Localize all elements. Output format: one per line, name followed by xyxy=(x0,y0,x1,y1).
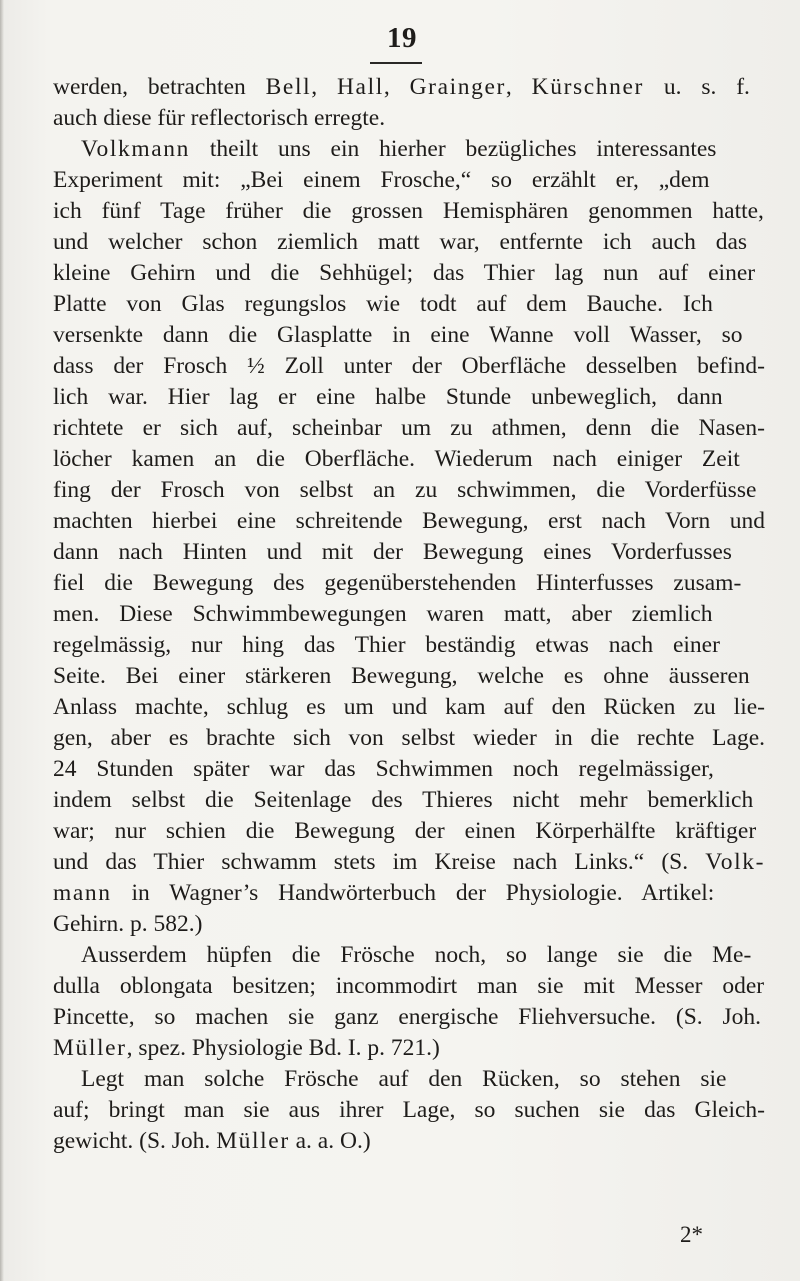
text-segment: machten hierbei eine schreitende Bewegung, erst nach Vorn und xyxy=(53,508,765,534)
body-text xyxy=(53,72,765,1157)
text-line xyxy=(53,754,765,785)
text-line xyxy=(53,382,765,413)
text-line-content xyxy=(81,134,716,165)
text-line-content xyxy=(53,1126,371,1157)
text-segment: löcher kamen an die Oberfläche. Wiederum nach einiger Zeit xyxy=(53,446,740,472)
text-line xyxy=(53,1095,765,1126)
text-line-content xyxy=(53,444,740,475)
text-line-content xyxy=(53,971,764,1002)
text-line xyxy=(53,940,765,971)
text-line xyxy=(53,971,765,1002)
spaced-name: Hall xyxy=(336,74,384,100)
text-line xyxy=(53,630,765,661)
text-line-content xyxy=(53,661,750,692)
spaced-name: Volk- xyxy=(705,849,765,875)
text-segment: Anlass machte, schlug es um und kam auf den Rücken zu lie- xyxy=(53,694,765,720)
text-line-content xyxy=(53,382,723,413)
text-line xyxy=(53,692,765,723)
text-line xyxy=(53,785,765,816)
text-line-content xyxy=(53,413,765,444)
text-line xyxy=(53,568,765,599)
page-edge-shadow xyxy=(0,0,4,1281)
text-line xyxy=(53,878,765,909)
text-segment: Gehirn. p. 582.) xyxy=(53,911,203,937)
text-segment: Experiment mit: „Bei einem Frosche,“ so erzählt er, „dem xyxy=(53,167,710,193)
text-line xyxy=(53,227,765,258)
text-line-content xyxy=(53,785,753,816)
text-segment: gewicht. (S. Joh. xyxy=(53,1128,217,1154)
text-segment: Seite. Bei einer stärkeren Bewegung, welche es ohne äusseren xyxy=(53,663,750,689)
page-number-rule xyxy=(370,62,422,64)
text-segment: und das Thier schwamm stets im Kreise nach Links.“ (S. xyxy=(53,849,706,875)
text-segment: , xyxy=(311,74,337,100)
text-line xyxy=(53,661,765,692)
text-line xyxy=(53,289,765,320)
text-line-content xyxy=(53,1095,765,1126)
text-line-content xyxy=(53,630,720,661)
text-line-content xyxy=(53,227,747,258)
text-line xyxy=(53,258,765,289)
text-segment: , spez. Physiologie Bd. I. p. 721.) xyxy=(126,1035,440,1061)
text-segment: a. a. O.) xyxy=(289,1128,371,1154)
text-line xyxy=(53,413,765,444)
text-segment: gen, aber es brachte sich von selbst wieder in die rechte Lage. xyxy=(53,725,765,751)
text-segment: auf; bringt man sie aus ihrer Lage, so suchen sie das Gleich- xyxy=(53,1097,765,1123)
text-line xyxy=(53,320,765,351)
text-line-content xyxy=(53,816,756,847)
text-line xyxy=(53,72,765,103)
text-segment: u. s. f. xyxy=(643,74,750,100)
text-segment: richtete er sich auf, scheinbar um zu athmen, denn die Nasen- xyxy=(53,415,765,441)
text-segment: fing der Frosch von selbst an zu schwimmen, die Vorderfüsse xyxy=(53,477,757,503)
text-line-content xyxy=(53,506,765,537)
text-line xyxy=(53,196,765,227)
text-line-content xyxy=(81,940,751,971)
text-line xyxy=(53,847,765,878)
text-line-content xyxy=(53,568,741,599)
text-segment: , xyxy=(383,74,410,100)
text-line xyxy=(53,103,765,134)
text-segment: fiel die Bewegung des gegenüberstehenden Hinterfusses zusam- xyxy=(53,570,742,596)
text-line-content xyxy=(53,165,710,196)
text-line-content xyxy=(53,351,765,382)
text-line xyxy=(53,165,765,196)
text-line-content xyxy=(53,723,765,754)
text-line xyxy=(53,599,765,630)
text-segment: regelmässig, nur hing das Thier beständig etwas nach einer xyxy=(53,632,720,658)
text-line-content xyxy=(53,289,713,320)
text-segment: dann nach Hinten und mit der Bewegung eines Vorderfusses xyxy=(53,539,732,565)
text-line xyxy=(53,816,765,847)
text-line-content xyxy=(53,1033,440,1064)
text-line xyxy=(53,506,765,537)
text-segment: ich fünf Tage früher die grossen Hemisphären genommen hatte, xyxy=(53,198,764,224)
text-line-content xyxy=(53,320,742,351)
text-line-content xyxy=(53,537,732,568)
text-line xyxy=(53,1002,765,1033)
spaced-name: Bell xyxy=(265,74,312,100)
text-segment: theilt uns ein hierher bezügliches interessantes xyxy=(189,136,717,162)
text-line xyxy=(53,475,765,506)
text-segment: Legt man solche Frösche auf den Rücken, so stehen sie xyxy=(81,1066,727,1092)
text-segment: Pincette, so machen sie ganz energische Fliehversuche. (S. Joh. xyxy=(53,1004,762,1030)
text-line-content xyxy=(53,754,714,785)
text-segment: indem selbst die Seitenlage des Thieres nicht mehr bemerklich xyxy=(53,787,754,813)
text-line-content xyxy=(53,909,202,940)
spaced-name: Kürschner xyxy=(531,74,644,100)
text-line-content xyxy=(53,1002,761,1033)
text-segment: war; nur schien die Bewegung der einen Körperhälfte kräftiger xyxy=(53,818,757,844)
spaced-name: mann xyxy=(53,880,112,906)
spaced-name: Grainger xyxy=(409,74,506,100)
spaced-name: Müller xyxy=(216,1128,290,1154)
text-line-content xyxy=(53,72,750,103)
text-line xyxy=(53,537,765,568)
text-line xyxy=(53,909,765,940)
text-segment: kleine Gehirn und die Sehhügel; das Thier lag nun auf einer xyxy=(53,260,756,286)
signature-mark: 2* xyxy=(680,1222,703,1247)
text-line-content xyxy=(53,878,714,909)
text-line-content xyxy=(53,692,765,723)
text-line xyxy=(53,351,765,382)
text-segment: versenkte dann die Glasplatte in eine Wanne voll Wasser, so xyxy=(53,322,743,348)
spaced-name: Müller xyxy=(53,1035,127,1061)
text-segment: , xyxy=(505,74,532,100)
text-segment: in Wagner’s Handwörterbuch der Physiologie. Artikel: xyxy=(111,880,715,906)
text-line xyxy=(53,723,765,754)
text-segment: und welcher schon ziemlich matt war, entfernte ich auch das xyxy=(53,229,748,255)
text-segment: Platte von Glas regungslos wie todt auf dem Bauche. Ich xyxy=(53,291,713,317)
text-line-content xyxy=(81,1064,726,1095)
page-number: 19 xyxy=(387,22,417,54)
text-line xyxy=(53,134,765,165)
text-segment: lich war. Hier lag er eine halbe Stunde unbeweglich, dann xyxy=(53,384,723,410)
text-line-content xyxy=(53,103,385,134)
text-line xyxy=(53,1126,765,1157)
text-segment: werden, betrachten xyxy=(53,74,266,100)
text-line xyxy=(53,1033,765,1064)
text-line xyxy=(53,444,765,475)
text-segment: auch diese für reflectorisch erregte. xyxy=(53,105,386,131)
text-line xyxy=(53,1064,765,1095)
text-line-content xyxy=(53,599,713,630)
text-segment: dass der Frosch ½ Zoll unter der Oberfläche desselben befind- xyxy=(53,353,765,379)
text-segment: Ausserdem hüpfen die Frösche noch, so lange sie die Me- xyxy=(81,942,752,968)
spaced-name: Volkmann xyxy=(81,136,190,162)
text-line-content xyxy=(53,196,764,227)
text-line-content xyxy=(53,258,755,289)
text-segment: 24 Stunden später war das Schwimmen noch regelmässiger, xyxy=(53,756,714,782)
text-segment: men. Diese Schwimmbewegungen waren matt, aber ziemlich xyxy=(53,601,713,627)
text-line-content xyxy=(53,475,756,506)
text-line-content xyxy=(53,847,765,878)
text-segment: dulla oblongata besitzen; incommodirt man sie mit Messer oder xyxy=(53,973,765,999)
